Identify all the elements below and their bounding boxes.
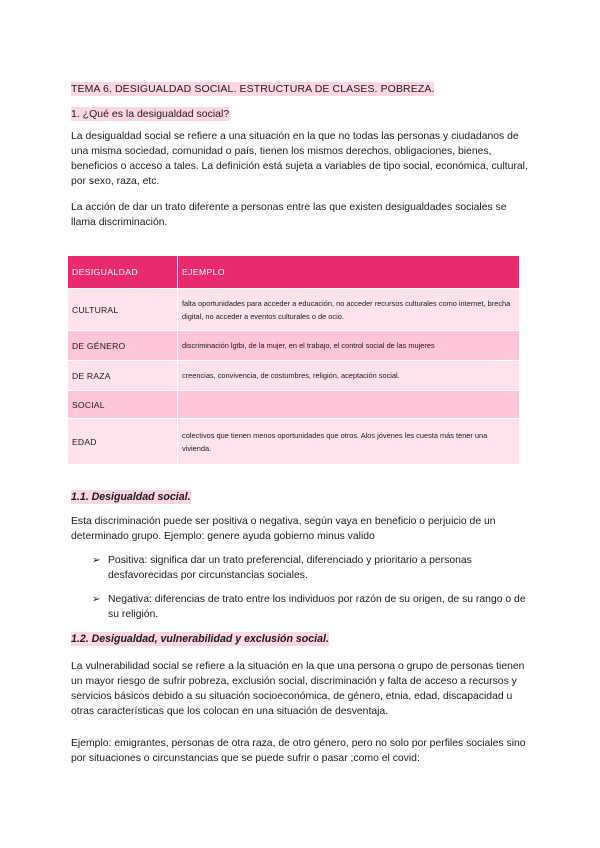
table-value-cell: creencias, convivencia, de costumbres, religión, aceptación social. <box>178 361 520 391</box>
table-header-row <box>68 256 520 289</box>
table-key-cell: SOCIAL <box>68 391 178 419</box>
table-header-cell: EJEMPLO <box>178 256 520 289</box>
table-row <box>68 361 520 391</box>
section-1-1-paragraph: Esta discriminación puede ser positiva o negativa, según vaya en beneficio o perjuicio de un determinado grupo. Ejemplo: genere ayuda gobierno minus valido <box>71 516 496 542</box>
example-paragraph: Ejemplo: emigrantes, personas de otra raza, de otro género, pero no solo por perfiles sociales sino por situaciones o circunstancias que se puede sufrir o pasar ;como el covid: <box>71 738 526 764</box>
table-key-cell: EDAD <box>68 419 178 465</box>
table-header-cell: DESIGUALDAD <box>68 256 178 289</box>
table-row <box>68 391 520 419</box>
table-value-cell: falta oportunidades para acceder a educación, no acceder recursos culturales como internet, brecha digital, no acceder a eventos culturales o de ocio. <box>178 289 520 331</box>
table-value-cell: colectivos que tienen menos oportunidades que otros. Alos jóvenes les cuesta más tener una vivienda. <box>178 419 520 465</box>
section-heading-1-2: 1.2. Desigualdad, vulnerabilidad y exclusión social. <box>71 633 329 645</box>
table-row <box>68 419 520 465</box>
section-heading-1-1: 1.1. Desigualdad social. <box>71 491 191 503</box>
list-item <box>92 592 537 622</box>
arrow-bullet-icon: ➢ <box>92 594 101 605</box>
vulnerability-paragraph: La vulnerabilidad social se refiere a la situación en la que una persona o grupo de personas tienen un mayor riesgo de sufrir pobreza, exclusión social, discriminación y falta de acceso a recursos y servicios básicos debido a su situación socioeconómica, de género, etnia, edad, discapacidad u otras características que los colocan en una situación de desventaja. <box>71 661 525 717</box>
arrow-bullet-icon: ➢ <box>92 555 101 566</box>
intro-paragraph: La desigualdad social se refiere a una situación en la que no todas las personas y ciudadanos de una misma sociedad, comunidad o país, tienen los mismos derechos, obligaciones, bienes, beneficios o acceso a tales. La definición está sujeta a variables de tipo social, económica, cultural, por sexo, raza, etc. <box>71 131 528 187</box>
list-item-text: Negativa: diferencias de trato entre los individuos por razón de su origen, de su rango o de su religión. <box>108 594 526 620</box>
list-item <box>92 553 537 583</box>
table-row <box>68 331 520 361</box>
discrimination-paragraph: La acción de dar un trato diferente a personas entre las que existen desigualdades sociales se llama discriminación. <box>71 202 507 228</box>
table-key-cell: DE GÉNERO <box>68 331 178 361</box>
table-value-cell <box>178 391 520 419</box>
list-item-text: Positiva: significa dar un trato preferencial, diferenciado y prioritario a personas desfavorecidas por circunstancias sociales. <box>108 555 472 581</box>
table-key-cell: DE RAZA <box>68 361 178 391</box>
inequality-table <box>67 255 520 465</box>
table-value-cell: discriminación lgtbi, de la mujer, en el trabajo, el control social de las mujeres <box>178 331 520 361</box>
table-key-cell: CULTURAL <box>68 289 178 331</box>
table-row <box>68 289 520 331</box>
question-heading: 1. ¿Qué es la desigualdad social? <box>71 108 230 120</box>
document-title: TEMA 6. DESIGUALDAD SOCIAL. ESTRUCTURA DE CLASES. POBREZA. <box>71 83 435 95</box>
